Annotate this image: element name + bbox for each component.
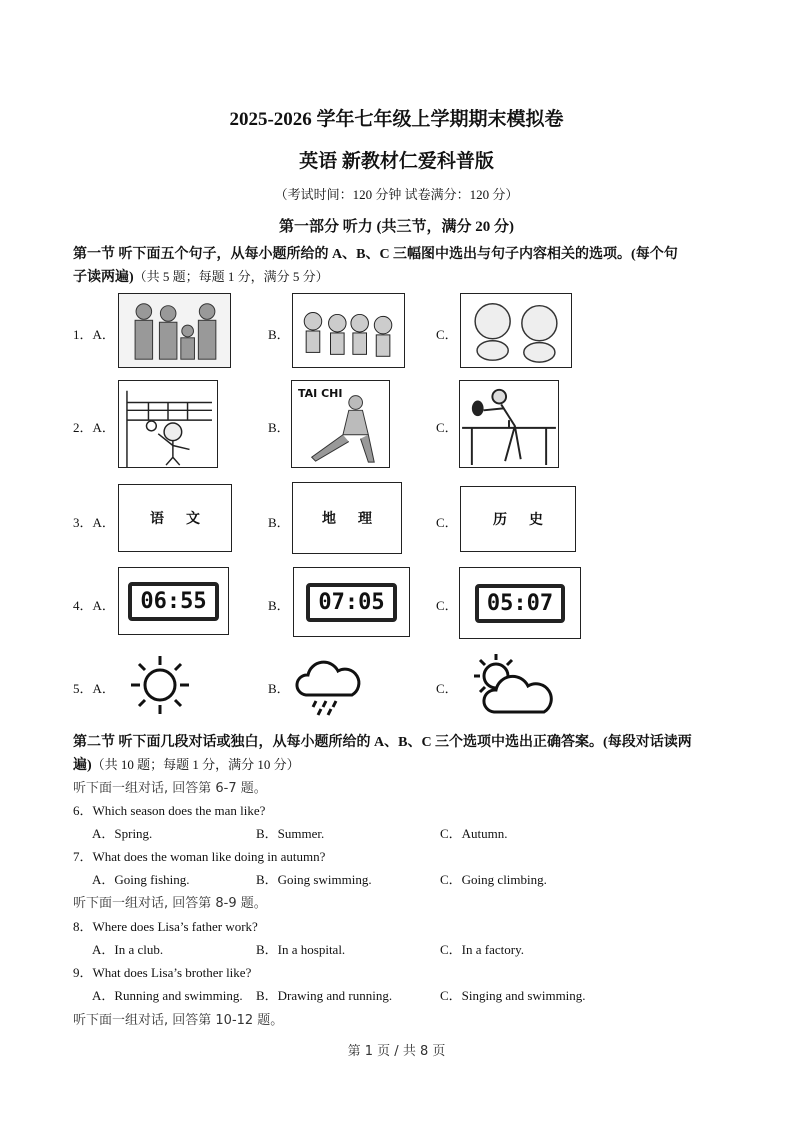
q4-label: 4．A．	[73, 598, 115, 613]
clock-time: 05:07	[475, 584, 565, 623]
history-book-picture	[460, 486, 576, 552]
q3-label: 3．A．	[73, 515, 115, 530]
badminton-picture	[118, 380, 218, 468]
section2-scoring: （共 10 题；每题 1 分，满分 10 分）	[91, 757, 300, 772]
clock-time: 06:55	[128, 582, 218, 621]
section2-line1: 第二节 听下面几段对话或独白，从每小题所给的 A、B、C 三个选项中选出正确答案。(每段对话读两	[73, 735, 692, 750]
q1-b-label: B．	[268, 327, 290, 342]
q1-label: 1．A．	[73, 327, 115, 342]
children-picture	[292, 293, 405, 368]
section1-bold: 子读两遍)	[73, 270, 134, 285]
q2-label: 2．A．	[73, 420, 115, 435]
q6-option-c: C．Autumn.	[440, 826, 508, 841]
clock-picture-a	[118, 567, 229, 635]
q8-text: 8．Where does Lisa’s father work?	[73, 919, 258, 934]
q7-option-c: C．Going climbing.	[440, 872, 547, 887]
q3-b-label: B．	[268, 515, 290, 530]
section2-bold: 遍)	[73, 758, 92, 773]
babies-picture	[460, 293, 572, 368]
book-char: 史	[529, 512, 543, 528]
q1-c-label: C．	[436, 327, 458, 342]
q2-b-label: B．	[268, 420, 290, 435]
family-picture	[118, 293, 231, 368]
table-tennis-picture	[459, 380, 559, 468]
q6-option-a: A．Spring.	[92, 826, 153, 841]
q3-c-label: C．	[436, 515, 458, 530]
exam-title: 2025-2026 学年七年级上学期期末模拟卷	[229, 109, 564, 130]
q9-text: 9．What does Lisa’s brother like?	[73, 965, 252, 980]
book-char: 理	[358, 511, 372, 527]
rain-cloud-icon	[292, 655, 364, 717]
clock-time: 07:05	[306, 583, 396, 622]
q7-option-a: A．Going fishing.	[92, 872, 190, 887]
section1-line2	[73, 266, 329, 286]
q4-b-label: B．	[268, 598, 290, 613]
part1-heading: 第一部分 听力 (共三节，满分 20 分)	[279, 219, 514, 235]
q9-option-c: C．Singing and swimming.	[440, 988, 586, 1003]
tai-chi-picture	[291, 380, 390, 468]
dialogue-hint-6-7: 听下面一组对话, 回答第 6-7 题。	[73, 781, 267, 796]
q4-c-label: C．	[436, 598, 458, 613]
q5-b-label: B．	[268, 681, 290, 696]
q9-option-a: A．Running and swimming.	[92, 988, 243, 1003]
sun-icon	[125, 652, 195, 718]
section2-line2	[73, 754, 300, 774]
q8-option-c: C．In a factory.	[440, 942, 524, 957]
book-char: 历	[493, 512, 507, 528]
book-char: 地	[322, 511, 336, 527]
dialogue-hint-8-9: 听下面一组对话, 回答第 8-9 题。	[73, 896, 267, 911]
dialogue-hint-10-12: 听下面一组对话, 回答第 10-12 题。	[73, 1013, 284, 1028]
exam-info: （考试时间：120 分钟 试卷满分：120 分）	[274, 187, 519, 202]
exam-subtitle: 英语 新教材仁爱科普版	[299, 151, 494, 172]
section1-line1: 第一节 听下面五个句子，从每小题所给的 A、B、C 三幅图中选出与句子内容相关的选项。(每个句	[73, 247, 678, 262]
q5-c-label: C．	[436, 681, 458, 696]
q7-option-b: B．Going swimming.	[256, 872, 372, 887]
q6-option-b: B．Summer.	[256, 826, 325, 841]
clock-picture-c	[459, 567, 581, 639]
q6-text: 6．Which season does the man like?	[73, 803, 266, 818]
tai-chi-label: TAI CHI	[298, 387, 343, 400]
q7-text: 7．What does the woman like doing in autumn?	[73, 849, 326, 864]
clock-picture-b	[293, 567, 410, 637]
q8-option-b: B．In a hospital.	[256, 942, 346, 957]
page-footer: 第 1 页 / 共 8 页	[347, 1044, 446, 1059]
chinese-book-picture	[118, 484, 232, 552]
q5-label: 5．A．	[73, 681, 115, 696]
geography-book-picture	[292, 482, 402, 554]
sun-cloud-icon	[470, 650, 556, 718]
q2-c-label: C．	[436, 420, 458, 435]
book-char: 语	[150, 511, 164, 527]
section1-scoring: （共 5 题；每题 1 分，满分 5 分）	[133, 269, 329, 284]
q8-option-a: A．In a club.	[92, 942, 164, 957]
q9-option-b: B．Drawing and running.	[256, 988, 393, 1003]
book-char: 文	[186, 511, 200, 527]
